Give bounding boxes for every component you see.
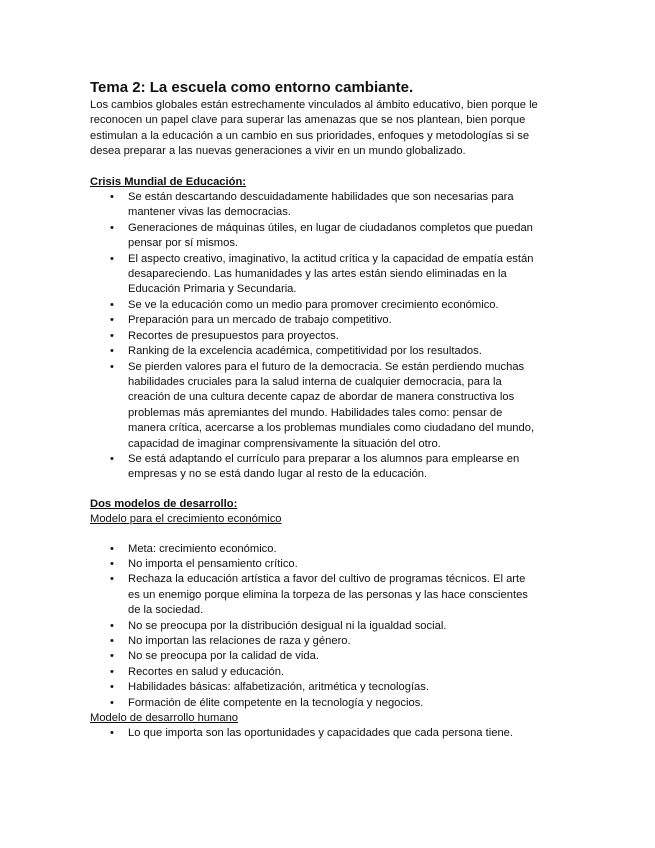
list-item-text: Se ve la educación como un medio para promover crecimiento económico. [128, 298, 499, 311]
economic-list-item [90, 649, 540, 664]
list-item-text: Habilidades básicas: alfabetización, aritmética y tecnologías. [128, 681, 429, 694]
crisis-list-item [90, 313, 540, 328]
bullet-icon: • [110, 298, 114, 311]
bullet-icon: • [110, 329, 114, 342]
list-item-text: El aspecto creativo, imaginativo, la actitud crítica y la capacidad de empatía están desapareciendo. Las humanidades y las artes están siendo eliminadas en la Educación Primaria y Secundaria. [128, 252, 534, 296]
crisis-heading: Crisis Mundial de Educación: [90, 175, 247, 188]
crisis-list-item [90, 329, 540, 344]
intro-paragraph: Los cambios globales están estrechamente vinculados al ámbito educativo, bien porque le reconocen un papel clave para superar las amenazas que se nos plantean, bien porque estimulan a la educación a un cambio en sus prioridades, enfoques y metodologías si se desea preparar a las nuevas generaciones a vivir en un mundo globalizado. [90, 99, 538, 158]
crisis-list-item [90, 252, 540, 298]
bullet-icon: • [110, 696, 114, 709]
list-item-text: No se preocupa por la calidad de vida. [128, 650, 319, 663]
list-item-text: Ranking de la excelencia académica, competitividad por los resultados. [128, 345, 482, 358]
models-heading: Dos modelos de desarrollo: [90, 497, 238, 510]
human-model-heading: Modelo de desarrollo humano [90, 712, 239, 725]
bullet-icon: • [110, 665, 114, 678]
bullet-icon: • [110, 542, 114, 555]
human-model-list [90, 726, 540, 741]
list-item-text: Lo que importa son las oportunidades y capacidades que cada persona tiene. [128, 727, 513, 740]
list-item-text: Generaciones de máquinas útiles, en lugar de ciudadanos completos que puedan pensar por sí mismos. [128, 221, 533, 250]
list-item-text: Preparación para un mercado de trabajo competitivo. [128, 314, 392, 327]
list-item-text: Rechaza la educación artística a favor del cultivo de programas técnicos. El arte es un enemigo porque elimina la torpeza de las personas y las hace conscientes de la sociedad. [128, 573, 528, 617]
list-item-text: Se está adaptando el currículo para preparar a los alumnos para emplearse en empresas y no se está dando lugar al resto de la educación. [128, 452, 520, 481]
bullet-icon: • [110, 650, 114, 663]
list-item-text: Meta: crecimiento económico. [128, 542, 277, 555]
bullet-icon: • [110, 573, 114, 586]
economic-list-item [90, 619, 540, 634]
list-item-text: Se pierden valores para el futuro de la democracia. Se están perdiendo muchas habilidades cruciales para la salud interna de cualquier democracia, para la creación de una cultura decente capaz de abordar de manera constructiva los problemas más apremiantes del mundo. Habilidades tales como: pensar de manera crítica, acercarse a los problemas mundiales como ciudadano del mundo, capacidad de imaginar comprensivamente la situación del otro. [128, 360, 535, 450]
list-item-text: No importa el pensamiento crítico. [128, 557, 298, 570]
crisis-list-item [90, 221, 540, 252]
bullet-icon: • [110, 252, 114, 265]
economic-list-item [90, 557, 540, 572]
bullet-icon: • [110, 619, 114, 632]
economic-list-item [90, 634, 540, 649]
economic-list-item [90, 572, 540, 618]
list-item-text: Recortes de presupuestos para proyectos. [128, 329, 339, 342]
economic-list-item [90, 696, 540, 711]
bullet-icon: • [110, 191, 114, 204]
economic-model-list [90, 542, 540, 711]
page-title: Tema 2: La escuela como entorno cambiante. [90, 79, 414, 96]
crisis-list-item [90, 190, 540, 221]
bullet-icon: • [110, 727, 114, 740]
crisis-list [90, 190, 540, 483]
list-item-text: Recortes en salud y educación. [128, 665, 285, 678]
bullet-icon: • [110, 452, 114, 465]
economic-list-item [90, 542, 540, 557]
list-item-text: Se están descartando descuidadamente habilidades que son necesarias para mantener vivas las democracias. [128, 191, 514, 219]
bullet-icon: • [110, 635, 114, 647]
list-item-text: No importan las relaciones de raza y género. [128, 635, 351, 647]
crisis-list-item [90, 360, 540, 452]
crisis-list-item [90, 344, 540, 359]
bullet-icon: • [110, 314, 114, 327]
crisis-list-item [90, 298, 540, 313]
economic-model-heading: Modelo para el crecimiento económico [90, 513, 282, 526]
bullet-icon: • [110, 221, 114, 234]
crisis-list-item [90, 452, 540, 483]
document-page [90, 78, 540, 742]
bullet-icon: • [110, 345, 114, 358]
list-item-text: Formación de élite competente en la tecnología y negocios. [128, 696, 424, 709]
economic-list-item [90, 665, 540, 680]
bullet-icon: • [110, 681, 114, 694]
human-list-item [90, 726, 540, 741]
economic-list-item [90, 680, 540, 695]
bullet-icon: • [110, 360, 114, 373]
list-item-text: No se preocupa por la distribución desigual ni la igualdad social. [128, 619, 447, 632]
bullet-icon: • [110, 557, 114, 570]
